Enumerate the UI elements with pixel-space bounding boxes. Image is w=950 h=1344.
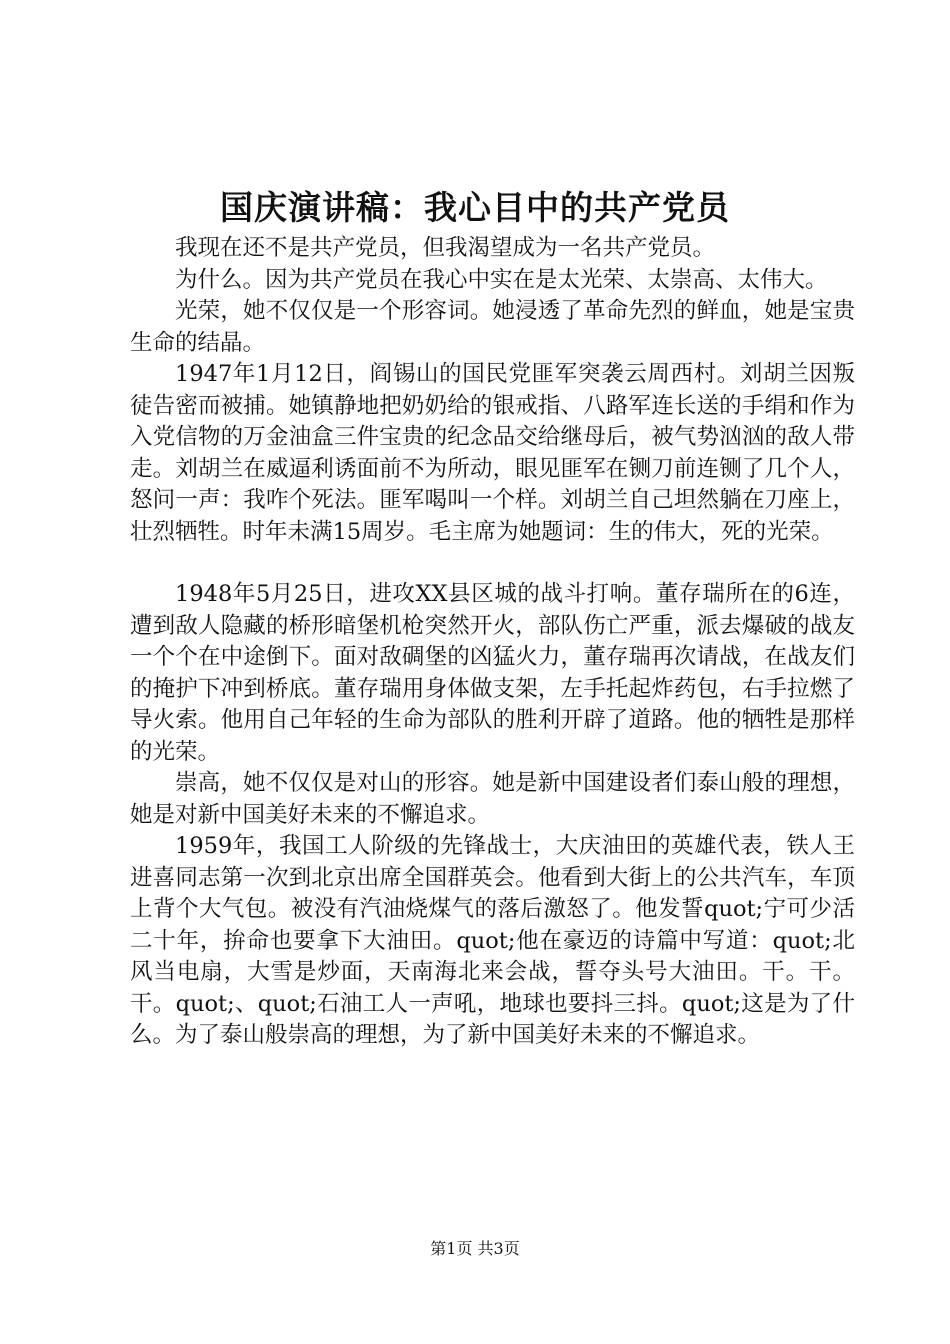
document-body bbox=[130, 233, 855, 1052]
paragraph: 我现在还不是共产党员，但我渴望成为一名共产党员。 bbox=[175, 235, 716, 261]
page-footer: 第1页 共3页 bbox=[430, 1239, 520, 1258]
paragraph: 光荣，她不仅仅是一个形容词。她浸透了革命先烈的鲜血，她是宝贵生命的结晶。 bbox=[130, 298, 855, 356]
paragraph: 为什么。因为共产党员在我心中实在是太光荣、太崇高、太伟大。 bbox=[175, 266, 828, 293]
paragraph: 1947年1月12日，阎锡山的国民党匪军突袭云周西村。刘胡兰因叛徒告密而被捕。她镇静地把奶奶给的银戒指、八路军连长送的手绢和作为入党信物的万金油盒三件宝贵的纪念品交给继母后，被气势汹汹的敌人带走。刘胡兰在威逼利诱面前不为所动，眼见匪军在铡刀前连铡了几个人，怒问一声：我咋个死法。匪军喝叫一个样。刘胡兰自己坦然躺在刀座上，壮烈牺牲。时年未满15周岁。毛主席为她题词：生的伟大，死的光荣。 bbox=[130, 361, 855, 545]
document-title: 国庆演讲稿：我心目中的共产党员 bbox=[220, 188, 730, 227]
paragraph: 1948年5月25日，进攻XX县区城的战斗打响。董存瑞所在的6连，遭到敌人隐藏的桥形暗堡机枪突然开火，部队伤亡严重，派去爆破的战友一个个在中途倒下。面对敌碉堡的凶猛火力，董存瑞再次请战，在战友们的掩护下冲到桥底。董存瑞用身体做支架，左手托起炸药包，右手拉燃了导火索。他用自己年轻的生命为部队的胜利开辟了道路。他的牺牲是那样的光荣。 bbox=[130, 581, 855, 765]
paragraph: 1959年，我国工人阶级的先锋战士，大庆油田的英雄代表，铁人王进喜同志第一次到北京出席全国群英会。他看到大街上的公共汽车，车顶上背个大气包。被没有汽油烧煤气的落后激怒了。他发誓quot;宁可少活二十年，拚命也要拿下大油田。quot;他在豪迈的诗篇中写道：quot;北风当电扇，大雪是炒面，天南海北来会战，誓夺头号大油田。干。干。干。quot;、quot;石油工人一声吼，地球也要抖三抖。quot;这是为了什么。为了泰山般崇高的理想，为了新中国美好未来的不懈追求。 bbox=[130, 833, 855, 1048]
paragraph: 崇高，她不仅仅是对山的形容。她是新中国建设者们泰山般的理想，她是对新中国美好未来的不懈追求。 bbox=[130, 770, 855, 828]
